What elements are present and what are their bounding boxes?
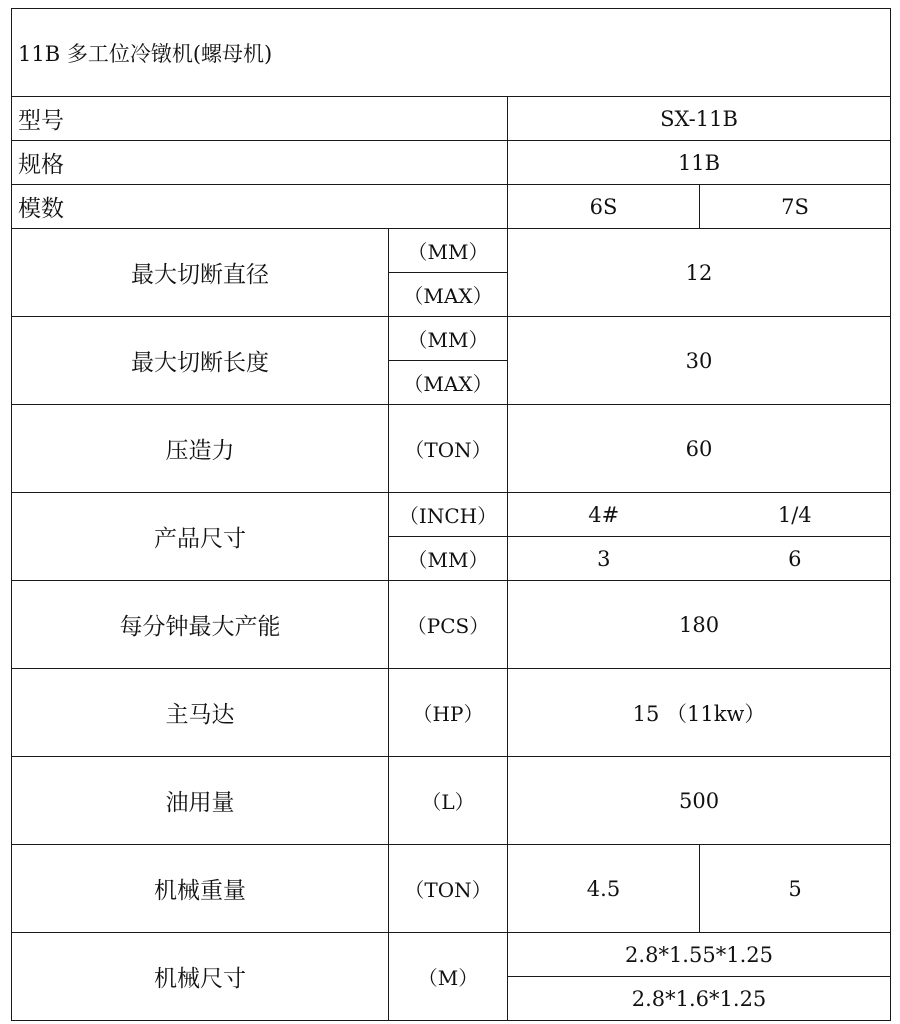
cut-dia-unit-mm: （MM） [389,229,508,273]
spec-row [12,141,891,185]
oil-row [12,757,891,845]
dies-label: 模数 [12,185,508,229]
output-label: 每分钟最大产能 [12,581,389,669]
cut-dia-row [12,229,891,273]
motor-value: 15 （11kw） [508,669,891,757]
output-row [12,581,891,669]
cut-dia-value: 12 [508,229,891,317]
oil-label: 油用量 [12,757,389,845]
dies-value-7s: 7S [700,185,891,229]
cut-dia-unit-max: （MAX） [389,273,508,317]
motor-unit: （HP） [389,669,508,757]
size-unit-mm: （MM） [389,537,508,581]
model-row [12,97,891,141]
weight-label: 机械重量 [12,845,389,933]
force-row [12,405,891,493]
size-mm-value-1: 3 [508,537,700,581]
title-row [12,9,891,97]
size-mm-value-2: 6 [700,537,891,581]
dims-value-7s: 2.8*1.6*1.25 [508,977,891,1021]
cut-dia-label: 最大切断直径 [12,229,389,317]
output-value: 180 [508,581,891,669]
model-label: 型号 [12,97,508,141]
size-label: 产品尺寸 [12,493,389,581]
cut-len-unit-max: （MAX） [389,361,508,405]
spec-sheet [11,8,890,1015]
output-unit: （PCS） [389,581,508,669]
oil-value: 500 [508,757,891,845]
oil-unit: （L） [389,757,508,845]
spec-label: 规格 [12,141,508,185]
dims-unit: （M） [389,933,508,1021]
dies-row [12,185,891,229]
weight-value-6s: 4.5 [508,845,700,933]
dims-row [12,933,891,977]
cut-len-row [12,317,891,361]
motor-label: 主马达 [12,669,389,757]
cut-len-unit-mm: （MM） [389,317,508,361]
size-row [12,493,891,537]
cut-len-value: 30 [508,317,891,405]
dies-value-6s: 6S [508,185,700,229]
model-value: SX-11B [508,97,891,141]
size-inch-value-2: 1/4 [700,493,891,537]
force-value: 60 [508,405,891,493]
table-title: 11B 多工位冷镦机(螺母机) [12,9,891,97]
spec-value: 11B [508,141,891,185]
size-inch-value-1: 4# [508,493,700,537]
dims-value-6s: 2.8*1.55*1.25 [508,933,891,977]
spec-table [11,8,891,1021]
force-label: 压造力 [12,405,389,493]
cut-len-label: 最大切断长度 [12,317,389,405]
size-unit-inch: （INCH） [389,493,508,537]
dims-label: 机械尺寸 [12,933,389,1021]
weight-row [12,845,891,933]
force-unit: （TON） [389,405,508,493]
motor-row [12,669,891,757]
weight-unit: （TON） [389,845,508,933]
weight-value-7s: 5 [700,845,891,933]
